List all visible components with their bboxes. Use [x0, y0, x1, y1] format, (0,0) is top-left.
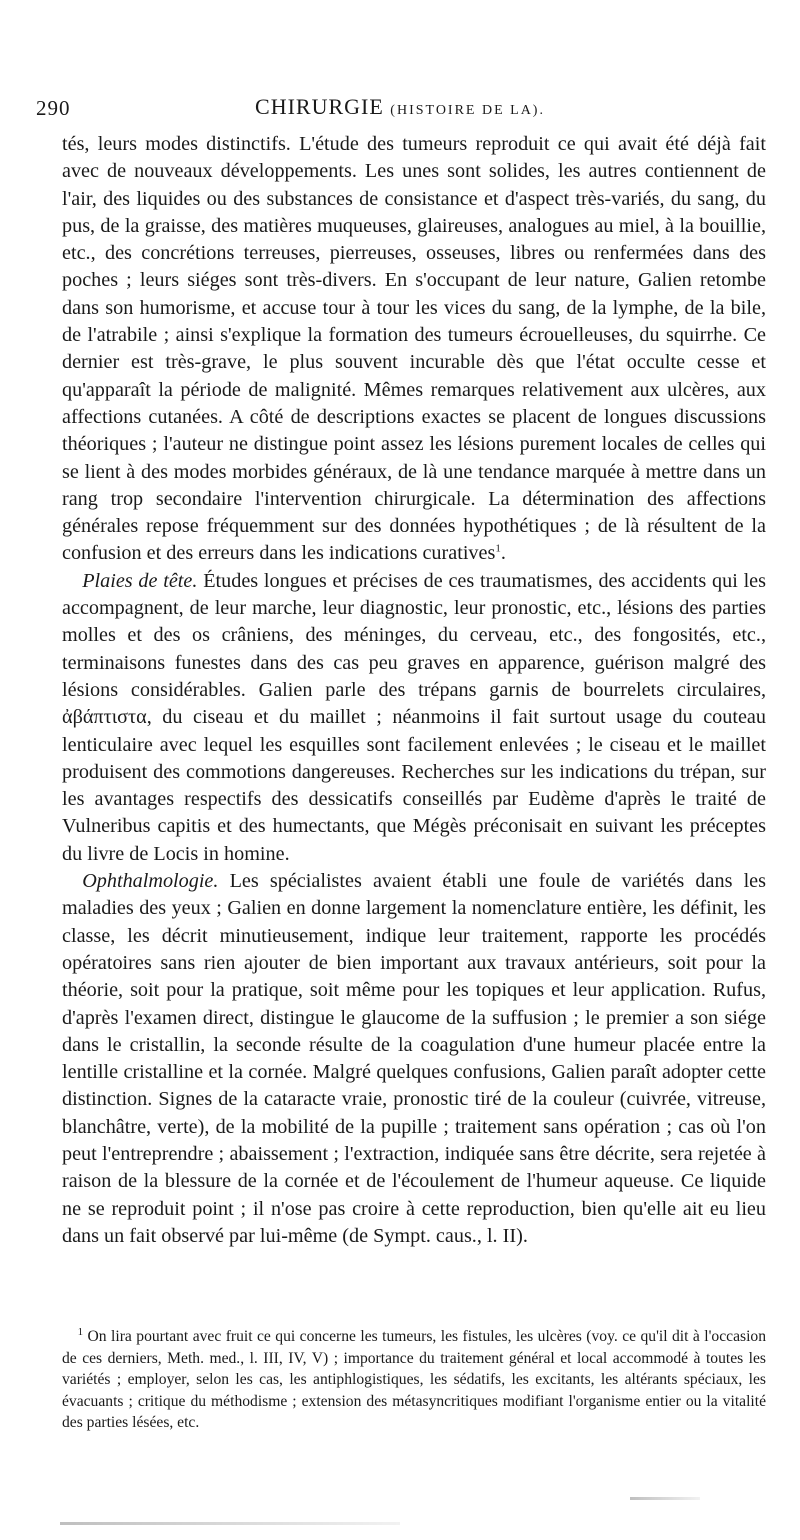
footnote-reference: 1: [495, 542, 501, 555]
page-number: 290: [36, 96, 71, 120]
scan-artifact: [630, 1497, 700, 1500]
running-head: [36, 94, 764, 120]
paragraph-tumeurs: tés, leurs modes distinctifs. L'étude des tumeurs reproduit ce qui avait été déjà fait avec de nouveaux développements. Les unes sont solides, les autres contiennent de l'air, des liquides ou des substances de consistance et d'aspect très-variés, du sang, du pus, de la graisse, des matières muqueuses, glaireuses, analogues au miel, à la bouillie, etc., des concrétions terreuses, pierreuses, osseuses, libres ou renfermées dans des poches ; leurs siéges sont très-divers. En s'occupant de leur nature, Galien retombe dans son humorisme, et accuse tour à tour les vices du sang, de la lymphe, de la bile, de l'atrabile ; ainsi s'explique la formation des tumeurs écrouelleuses, du squirrhe. Ce dernier est très-grave, le plus souvent incurable dès que l'état occulte cesse et qu'apparaît la période de malignité. Mêmes remarques relativement aux ulcères, aux affections cutanées. A côté de descriptions exactes se placent de longues discussions théoriques ; l'auteur ne distingue point assez les lésions purement locales de celles qui se lient à des modes morbides généraux, de là une tendance marquée à mettre dans un rang trop secondaire l'intervention chirurgicale. La détermination des affections générales repose fréquemment sur des données hypothétiques ; de là résultent de la confusion et des erreurs dans les indications curatives$^1$.: [62, 133, 766, 565]
running-head-subtitle: (HISTOIRE DE LA).: [390, 103, 545, 118]
footnote-area: [62, 1326, 766, 1434]
page-header: [36, 94, 764, 128]
scan-artifact: [60, 1522, 400, 1525]
paragraph-plaies-de-tete: [62, 568, 766, 868]
footnote-text: On lira pourtant avec fruit ce qui concerne les tumeurs, les fistules, les ulcères (voy. ce qu'il dit à l'occasion de ces derniers, Meth. med., l. III, IV, V) ; importance du traitement général et local accommodé à toutes les variétés ; employer, selon les cas, les antiphlogistiques, les sédatifs, les excitants, les altérants spéciaux, les évacuants ; critique du méthodisme ; extension des métasyncritiques modifiant l'organisme entier ou la vitalité des parties lésées, etc.: [62, 1328, 766, 1432]
paragraph-ophthalmologie: [62, 868, 766, 1250]
paragraph-text: Études longues et précises de ces traumatismes, des accidents qui les accompagnent, de leur marche, leur diagnostic, leur pronostic, etc., lésions des parties molles et des os crâniens, des méninges, du cerveau, etc., des fongosités, etc., terminaisons funestes dans des cas peu graves en apparence, guérison malgré des lésions considérables. Galien parle des trépans garnis de bourrelets circulaires, ἀβάπτιστα, du ciseau et du maillet ; néanmoins il fait surtout usage du couteau lenticulaire avec lequel les esquilles sont facilement enlevées ; le ciseau et le maillet produisent des commotions dangereuses. Recherches sur les indications du trépan, sur les avantages respectifs des dessicatifs conseillés par Eudème d'après le traité de Vulneribus capitis et des humectants, que Mégès préconisait en suivant les préceptes du livre de Locis in homine.: [62, 569, 766, 865]
section-lead-plaies: Plaies de tête.: [82, 569, 198, 592]
footnote-mark: 1: [77, 1325, 84, 1338]
footnote: [62, 1326, 766, 1434]
main-text: [62, 131, 766, 1250]
paragraph-text: Les spécialistes avaient établi une foule de variétés dans les maladies des yeux ; Galien en donne largement la nomenclature entière, les définit, les classe, les décrit minutieusement, indique leur traitement, rapporte les procédés opératoires sans rien ajouter de bien important aux travaux antérieurs, soit pour la théorie, soit pour la pratique, soit même pour les topiques et leur application. Rufus, d'après l'examen direct, distingue le glaucome de la suffusion ; le premier a son siége dans le cristallin, la seconde résulte de la coagulation d'une humeur placée entre la lentille cristalline et la cornée. Malgré quelques confusions, Galien paraît adopter cette distinction. Signes de la cataracte vraie, pronostic tiré de la couleur (cuivrée, vitreuse, blanchâtre, verte), de la mobilité de la pupille ; traitement sans opération ; cas où l'on peut l'entreprendre ; abaissement ; l'extraction, indiquée sans être décrite, sera rejetée à raison de la blessure de la cornée et de l'écoulement de l'humeur aqueuse. Ce liquide ne se reproduit point ; il n'ose pas croire à cette reproduction, bien qu'elle ait eu lieu dans un fait observé par lui-même (de Sympt. caus., l. II).: [62, 870, 766, 1247]
running-head-title: CHIRURGIE: [255, 94, 384, 119]
paragraph-text: tés, leurs modes distinctifs. L'étude des tumeurs reproduit ce qui avait été déjà fait avec de nouveaux développements. Les unes sont solides, les autres contiennent de l'air, des liquides ou des substances de consistance et d'aspect très-variés, du sang, du pus, de la graisse, des matières muqueuses, glaireuses, analogues au miel, à la bouillie, etc., des concrétions terreuses, pierreuses, osseuses, libres ou renfermées dans des poches ; leurs siéges sont très-divers. En s'occupant de leur nature, Galien retombe dans son humorisme, et accuse tour à tour les vices du sang, de la lymphe, de la bile, de l'atrabile ; ainsi s'explique la formation des tumeurs écrouelleuses, du squirrhe. Ce dernier est très-grave, le plus souvent incurable dès que l'état occulte cesse et qu'apparaît la période de malignité. Mêmes remarques relativement aux ulcères, aux affections cutanées. A côté de descriptions exactes se placent de longues discussions théoriques ; l'auteur ne distingue point assez les lésions purement locales de celles qui se lient à des modes morbides généraux, de là une tendance marquée à mettre dans un rang trop secondaire l'intervention chirurgicale. La détermination des affections générales repose fréquemment sur des données hypothétiques ; de là résultent de la confusion et des erreurs dans les indications curatives: [62, 133, 766, 565]
section-lead-ophthalmologie: Ophthalmologie.: [82, 870, 219, 893]
